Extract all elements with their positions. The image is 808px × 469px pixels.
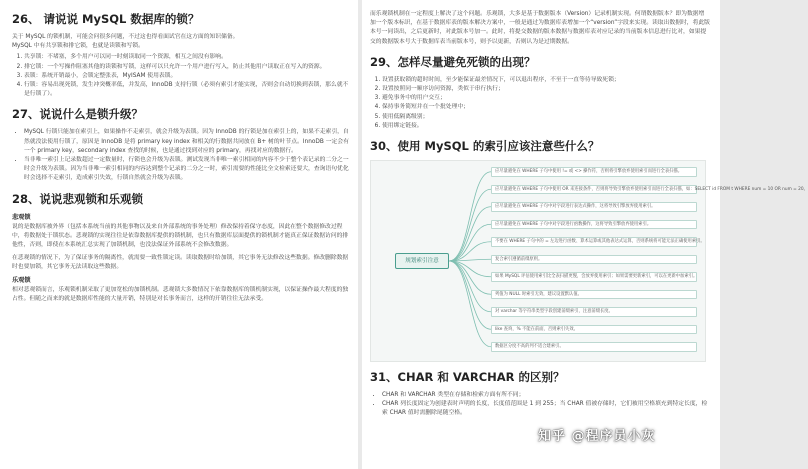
- mindmap-branch-node: 应尽量避免在 WHERE 子句中使用 != 或 <> 操作符，否则将引擎放弃使用索引而进行全表扫描。: [491, 167, 697, 177]
- mindmap-branch-node: like 查询，% 不能在前面，否则索引失效。: [491, 325, 697, 335]
- list-item: • CHAR 和 VARCHAR 类型在存储和检索方面有所不同；: [382, 391, 710, 400]
- mindmap-branch-node: 对 varchar 等字符串类型字段创建前缀索引，注意前缀长度。: [491, 307, 697, 317]
- list-item: 5. 使用低隔离级别；: [382, 113, 710, 122]
- section-29-title: 29、怎样尽量避免死锁的出现？: [370, 54, 536, 69]
- section-29-list: [370, 76, 710, 131]
- section-26-list: [12, 53, 350, 99]
- mindmap-branch-node: 应尽量避免在 WHERE 子句中使用 OR 来连接条件，否则将导致引擎放弃使用索引而进行全表扫描，如：SELECT id FROM t WHERE num = 10 OR num = 20。: [491, 185, 697, 195]
- mindmap-branch-node: 复合索引遵循前缀原则。: [491, 255, 697, 265]
- optimistic-lock-paragraph-1: 相对悲观锁而言，乐观锁机制采取了更加宽松的加锁机制。悲观锁大多数情况下依靠数据库的锁机制实现，以保证操作最大程度的独占性。但随之而来的就是数据库性能的大量开销，特别是对长事务而言，这样的开销往往无法承受。: [12, 286, 349, 302]
- list-item: 1. 共享锁：不堵塞，多个用户可以同一时刻读取同一个资源，相互之间没有影响。: [24, 53, 350, 62]
- mindmap-connector: [449, 172, 491, 261]
- list-item: • MySQL 行锁只能加在索引上，如果操作不走索引，就会升级为表锁。因为 InnoDB 的行锁是加在索引上的，如果不走索引，自然就没法使用行锁了，原因是 InnoDB 是将 primary key index 和相关的行数据共同放在 B+ 树的叶节点。InnoDB 一定会有一个 primary key，secondary index 查找的时候，也是通过找到对应的 primary，再找对应的数据行。: [24, 128, 350, 156]
- mindmap-connector: [449, 261, 491, 347]
- list-item: 2. 排它锁：一个写操作阻塞其他的读锁和写锁，这样可以只允许一个用户进行写入，防止其他用户读取正在写入的资源。: [24, 63, 350, 72]
- list-item: • CHAR 列长度固定为创建表时声明的长度，长度值范围是 1 到 255；当 CHAR 值被存储时，它们被用空格填充到特定长度，检索 CHAR 值时需删除尾随空格。: [382, 400, 710, 418]
- list-item: 6. 使用绑定链接。: [382, 122, 710, 131]
- list-item: 4. 行锁：容易出现死锁，发生冲突概率低，并发高，InnoDB 支持行锁（必须有索引才能实现，否则会自动切换到表锁，那么就不是行锁了）。: [24, 81, 350, 99]
- section-27-title: 27、说说什么是锁升级？: [12, 107, 144, 122]
- right-page: [362, 0, 808, 469]
- optimistic-lock-label: 乐观锁: [12, 276, 31, 284]
- list-item: 2. 设置按照同一顺序访问资源，类似于串行执行；: [382, 85, 710, 94]
- pessimistic-lock-label: 悲观锁: [12, 213, 31, 221]
- pessimistic-lock-paragraph-1: 说的是数据库被外界（包括本系统当前的其他事物以及来自外部系统的事务处理）修改保持着保守态度，因此在整个数据修改过程中，将数据处于锁状态。悲观锁的实现往往是依靠数据库提供的锁机制，也只有数据库层面提供的锁机制才能真正保证数据访问的排他性，否则，即使在本系统汇总实现了加锁机制，也没法保证外部系统不会修改数据。: [12, 223, 349, 249]
- section-26-intro-2: MySQL 中有共享锁和排它锁，也就是读锁和写锁。: [12, 43, 144, 50]
- section-31-title: 31、CHAR 和 VARCHAR 的区别？: [370, 370, 565, 385]
- mindmap-connector: [449, 261, 491, 329]
- list-item: 3. 避免事务中的用户交互；: [382, 94, 710, 103]
- section-26-intro: 关于 MySQL 的锁机制，可能会问很多问题，不过这也得看面试官在这方面的知识储备。: [12, 34, 239, 40]
- zhihu-watermark: 知乎 @程序员小灰: [538, 429, 656, 444]
- pessimistic-lock-paragraph-2: 在悲观锁的情况下，为了保证事务的隔离性，就需要一致性锁定读。读取数据时给加锁，其它事务无法修改这些数据。修改删除数据时也要加锁，其它事务无法读取这些数据。: [12, 255, 349, 271]
- list-item: 1. 设置获取锁的超时时间，至少能保证最差情况下，可以退出程序，不至于一直等待导致死锁；: [382, 76, 710, 85]
- list-item: • 当非唯一索引上记录数超过一定数量时，行锁也会升级为表锁。测试发现当非唯一索引相同的内容不少于整个表记录的二分之一时会升级为表锁。因为当非唯一索引相同的内容达到整个记录的二分之一时，索引需要的性能比全文检索还要大，查询语句优化时会选择不走索引，造成索引失效，行锁自然就会升级为表锁。: [24, 156, 350, 184]
- section-28-continued-paragraph: 而乐观锁机制在一定程度上解决了这个问题。乐观锁，大多是基于数据版本（Version）记录机制实现。何谓数据版本？即为数据增加一个版本标识，在基于数据库表的版本解决方案中，一般是通过为数据库表增加一个“version”字段来实现。读取出数据时，将此版本号一同读出，之后更新时，对此版本号加一。此时，将提交数据的版本数据与数据库表对应记录的当前版本信息进行比对，如果提交的数据版本号大于数据库表当前版本号，则予以更新，否则认为是过期数据。: [370, 11, 710, 45]
- mindmap-connector: [449, 261, 491, 294]
- list-item: 4. 保持事务简短并在一个批处理中；: [382, 103, 710, 112]
- list-item: 3. 表锁：系统开销最小，会锁定整张表，MyISAM 使用表锁。: [24, 72, 350, 81]
- section-28-title: 28、说说悲观锁和乐观锁: [12, 191, 144, 206]
- mindmap-branch-node: 应尽量避免在 WHERE 子句中对字段进行表达式操作，这将导致引擎放弃使用索引。: [491, 202, 697, 212]
- mindmap-branch-node: 不要在 WHERE 子句中的 = 左边进行函数、算术运算或其他表达式运算，否则系统将可能无法正确使用索引。: [491, 237, 697, 247]
- mindmap-branch-node: 列值为 NULL 时索引无效，建议设置默认值。: [491, 290, 697, 300]
- mindmap-branch-node: 数据区分度不高的列不适合建索引。: [491, 342, 697, 352]
- mindmap-branch-node: 应尽量避免在 WHERE 子句中对字段进行函数操作，这将导致引擎放弃使用索引。: [491, 220, 697, 230]
- section-30-title: 30、使用 MySQL 的索引应该注意些什么？: [370, 139, 600, 154]
- section-31-list: [370, 391, 710, 419]
- section-26-title: 26、 请说说 MySQL 数据库的锁？: [12, 12, 200, 26]
- mindmap-branch-node: 如果 MySQL 评估使用索引比全表扫描更慢，会放弃使用索引；如果需要更新索引，可以在更新中加索引。: [491, 272, 697, 282]
- mindmap-root-node: 规划索引注意: [395, 253, 449, 269]
- section-27-list: [12, 128, 350, 183]
- index-tips-mindmap: [370, 160, 808, 362]
- left-page: [0, 0, 358, 469]
